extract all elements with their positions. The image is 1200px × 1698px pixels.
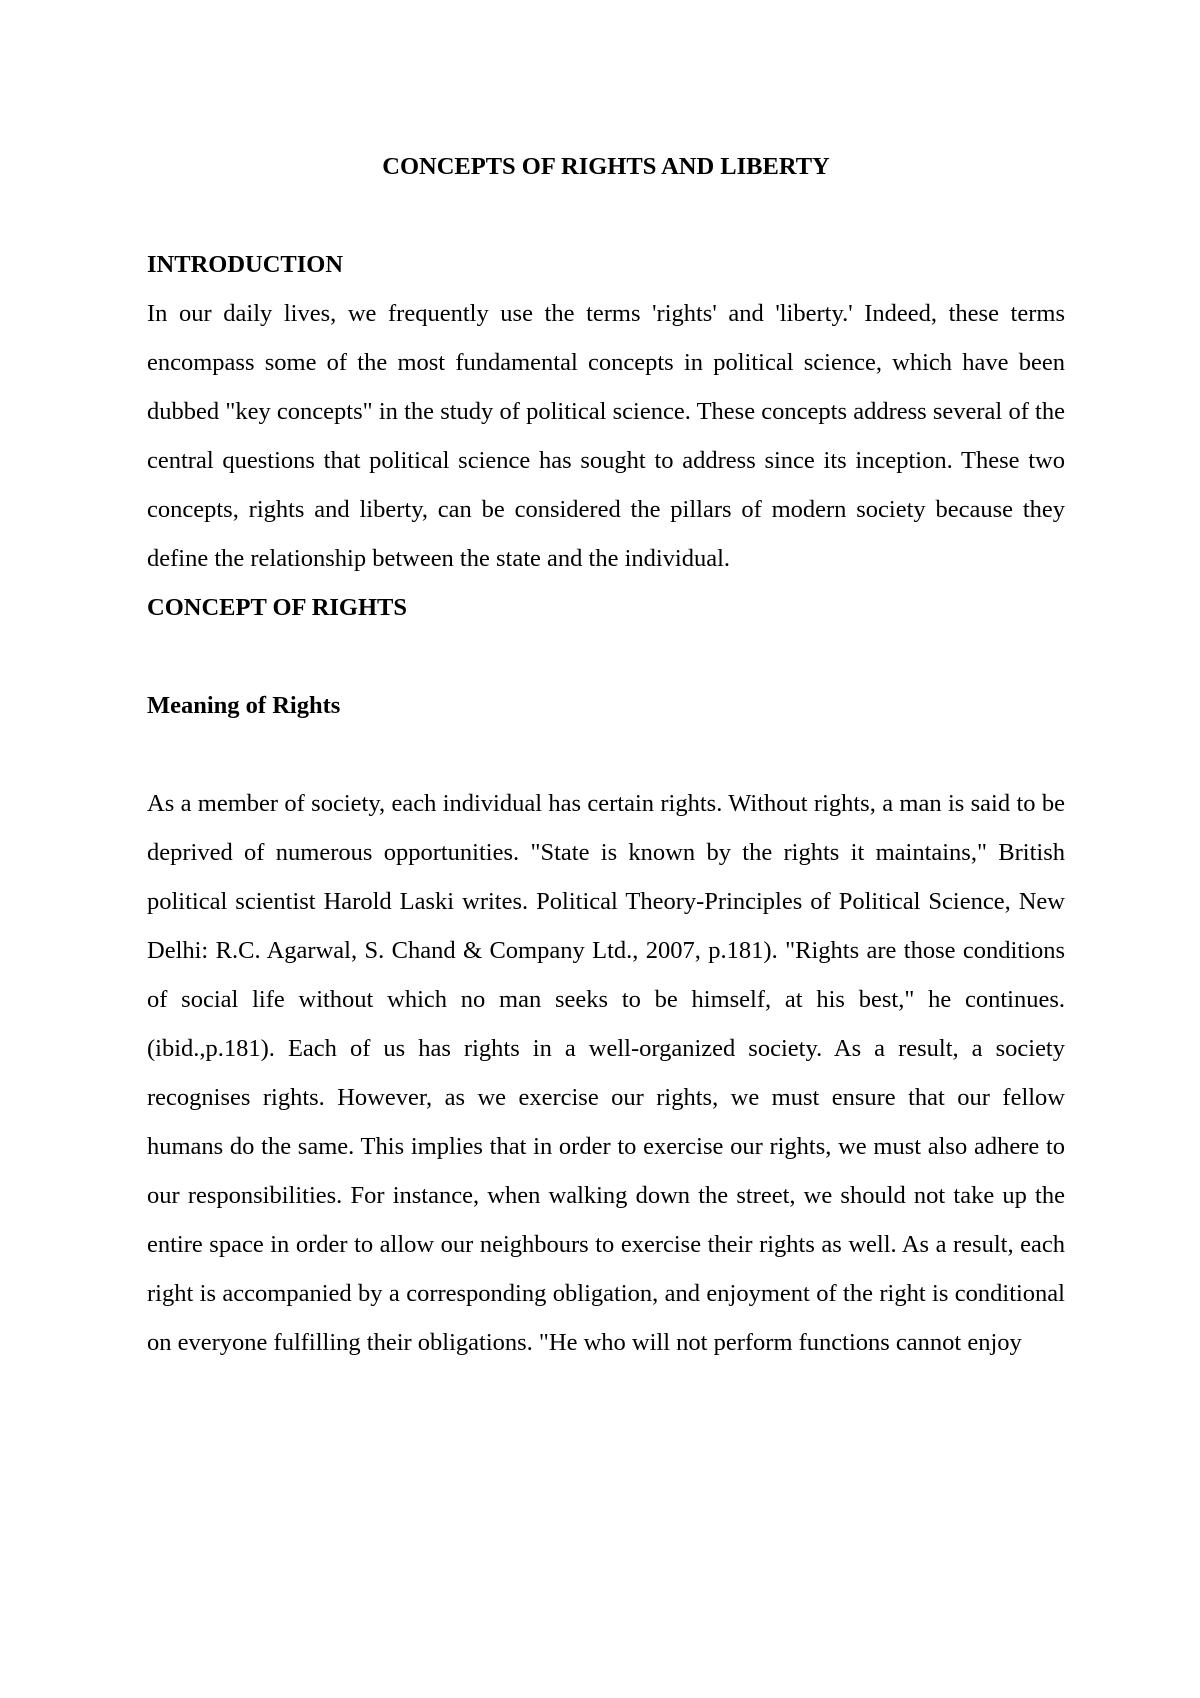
document-body <box>147 142 1065 1367</box>
section-heading-introduction: INTRODUCTION <box>147 251 344 278</box>
introduction-paragraph: In our daily lives, we frequently use the terms 'rights' and 'liberty.' Indeed, these terms encompass some of the most fundamental concepts in political science, which have been dubbed "key concepts" in the study of political science. These concepts address several of the central questions that political science has sought to address since its inception. These two concepts, rights and liberty, can be considered the pillars of modern society because they define the relationship between the state and the individual. <box>147 300 1065 572</box>
subheading-meaning-of-rights: Meaning of Rights <box>147 692 341 719</box>
document-title: CONCEPTS OF RIGHTS AND LIBERTY <box>382 153 830 180</box>
spacer <box>147 632 1065 681</box>
spacer <box>147 730 1065 779</box>
meaning-of-rights-paragraph: As a member of society, each individual has certain rights. Without rights, a man is said to be deprived of numerous opportunities. "State is known by the rights it maintains," British political scientist Harold Laski writes. Political Theory-Principles of Political Science, New Delhi: R.C. Agarwal, S. Chand & Company Ltd., 2007, p.181). "Rights are those conditions of social life without which no man seeks to be himself, at his best," he continues. (ibid.,p.181). Each of us has rights in a well-organized society. As a result, a society recognises rights. However, as we exercise our rights, we must ensure that our fellow humans do the same. This implies that in order to exercise our rights, we must also adhere to our responsibilities. For instance, when walking down the street, we should not take up the entire space in order to allow our neighbours to exercise their rights as well. As a result, each right is accompanied by a corresponding obligation, and enjoyment of the right is conditional on everyone fulfilling their obligations. "He who will not perform functions cannot enjoy <box>147 790 1065 1356</box>
section-heading-concept-of-rights: CONCEPT OF RIGHTS <box>147 594 408 621</box>
